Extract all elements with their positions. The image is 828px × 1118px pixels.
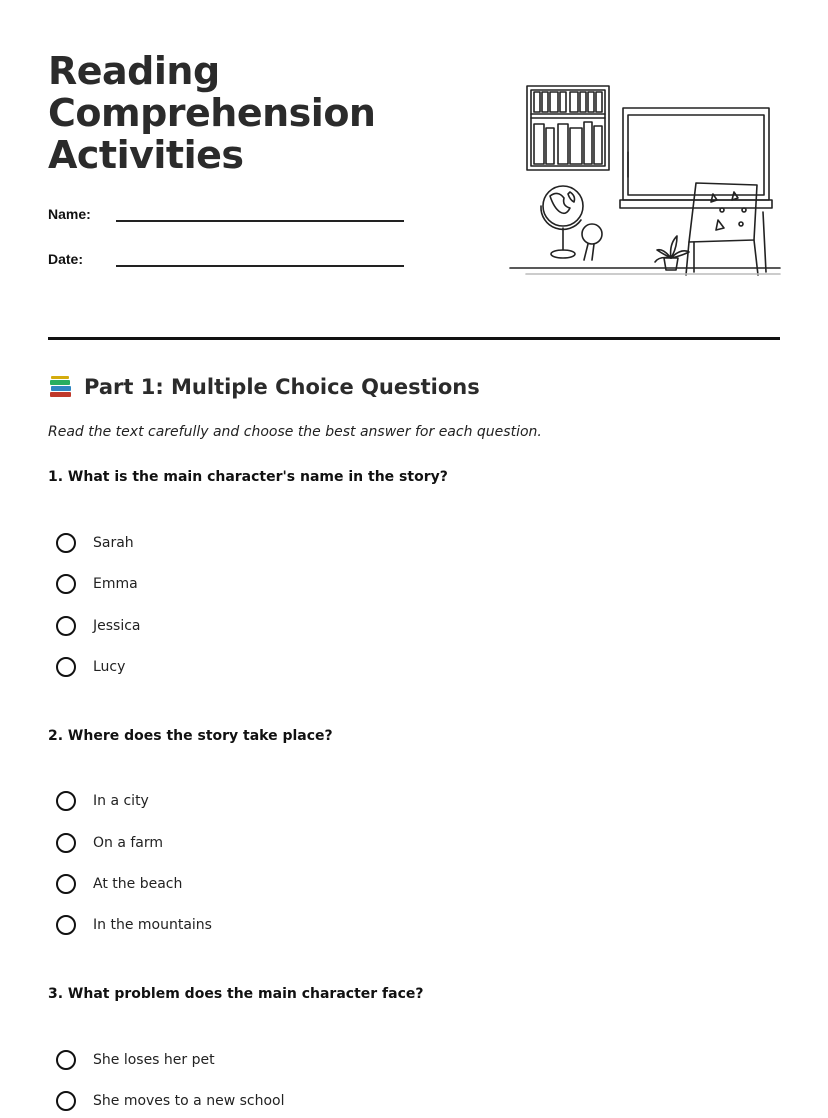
radio-button[interactable]: [56, 1050, 76, 1070]
radio-button[interactable]: [56, 657, 76, 677]
q1-option-2[interactable]: [56, 571, 138, 597]
q1-option-4[interactable]: [56, 654, 125, 680]
option-label: She loses her pet: [93, 1052, 215, 1068]
option-label: At the beach: [93, 876, 183, 892]
question-2: 2. Where does the story take place?: [48, 728, 333, 744]
plant-icon: [655, 236, 689, 270]
option-label: In the mountains: [93, 917, 212, 933]
option-label: On a farm: [93, 835, 164, 851]
radio-button[interactable]: [56, 791, 76, 811]
q3-option-1[interactable]: [56, 1047, 215, 1073]
title-line-1: Reading: [48, 49, 220, 93]
question-1: 1. What is the main character's name in the story?: [48, 469, 448, 485]
q2-option-4[interactable]: [56, 912, 212, 938]
globe-icon: [541, 186, 583, 258]
radio-button[interactable]: [56, 915, 76, 935]
name-label: Name:: [48, 206, 91, 222]
date-label: Date:: [48, 251, 84, 267]
magnifier-icon: [582, 224, 602, 260]
books-icon: [48, 374, 74, 400]
radio-button[interactable]: [56, 874, 76, 894]
page-title: [48, 50, 468, 176]
q1-option-3[interactable]: [56, 613, 141, 639]
classroom-illustration: [508, 82, 782, 280]
name-input-line[interactable]: [116, 202, 404, 222]
radio-button[interactable]: [56, 574, 76, 594]
option-label: Sarah: [93, 535, 134, 551]
easel-icon: [686, 183, 766, 275]
bookshelf-icon: [527, 86, 609, 170]
date-input-line[interactable]: [116, 247, 404, 267]
title-line-3: Activities: [48, 133, 244, 177]
option-label: She moves to a new school: [93, 1093, 285, 1109]
radio-button[interactable]: [56, 1091, 76, 1111]
radio-button[interactable]: [56, 616, 76, 636]
part1-instructions: Read the text carefully and choose the best answer for each question.: [48, 424, 542, 440]
option-label: Lucy: [93, 659, 126, 675]
header-divider: [48, 337, 780, 340]
option-label: Emma: [93, 576, 138, 592]
q3-option-2[interactable]: [56, 1088, 284, 1114]
name-field[interactable]: [48, 202, 404, 222]
q2-option-2[interactable]: [56, 830, 163, 856]
q2-option-1[interactable]: [56, 788, 149, 814]
question-3: 3. What problem does the main character face?: [48, 986, 424, 1002]
title-line-2: Comprehension: [48, 91, 376, 135]
radio-button[interactable]: [56, 833, 76, 853]
whiteboard-icon: [620, 108, 772, 208]
radio-button[interactable]: [56, 533, 76, 553]
date-field[interactable]: [48, 247, 404, 267]
part1-title: Part 1: Multiple Choice Questions: [84, 375, 480, 399]
q1-option-1[interactable]: [56, 530, 134, 556]
q2-option-3[interactable]: [56, 871, 182, 897]
option-label: Jessica: [93, 618, 141, 634]
option-label: In a city: [93, 793, 149, 809]
part1-heading: [48, 374, 480, 400]
